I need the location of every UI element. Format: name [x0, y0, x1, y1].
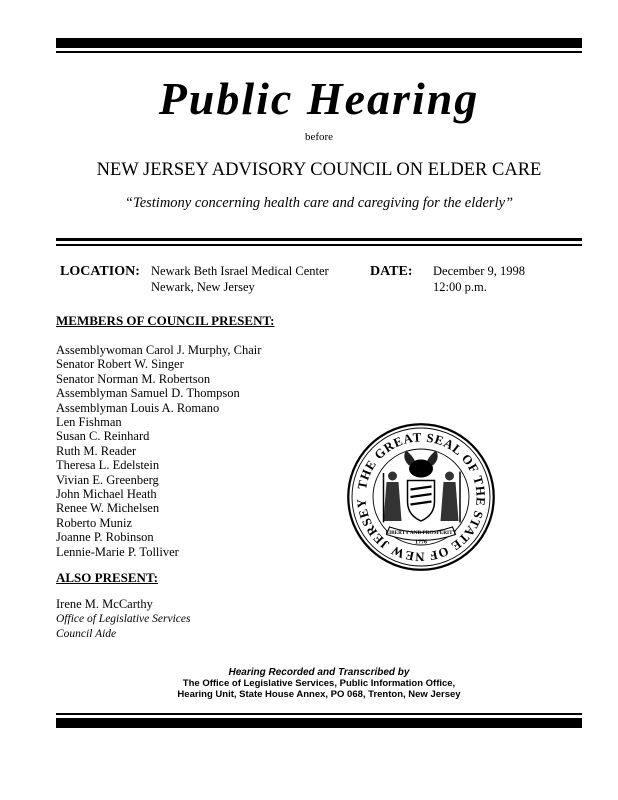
location-label: LOCATION:	[60, 264, 140, 279]
date-value	[433, 263, 525, 295]
footer-block	[0, 667, 618, 700]
also-present-name: Irene M. McCarthy	[56, 597, 153, 611]
date-line-2: 12:00 p.m.	[433, 280, 487, 294]
council-name: NEW JERSEY ADVISORY COUNCIL ON ELDER CARE	[96, 160, 542, 180]
member-item: Assemblyman Samuel D. Thompson	[56, 386, 240, 401]
member-item: Theresa L. Edelstein	[56, 458, 160, 473]
member-item: Ruth M. Reader	[56, 443, 137, 458]
member-item: Renee W. Michelsen	[56, 501, 160, 516]
state-seal-icon	[346, 422, 496, 572]
top-thick-rule	[56, 38, 582, 48]
middle-rule-bottom	[56, 244, 582, 246]
location-value	[151, 263, 329, 295]
before-text: before	[304, 131, 334, 143]
footer-line-2: The Office of Legislative Services, Public Information Office,	[182, 678, 456, 689]
date-line-1: December 9, 1998	[433, 264, 525, 278]
also-present-role-2: Council Aide	[56, 628, 117, 640]
members-heading: MEMBERS OF COUNCIL PRESENT:	[56, 313, 275, 328]
member-item: Roberto Muniz	[56, 515, 133, 530]
also-present-block	[56, 597, 190, 642]
seal-year: 1776	[415, 539, 427, 546]
member-item: Len Fishman	[56, 415, 122, 430]
seal-ring-text: THE GREAT SEAL OF THE STATE OF NEW JERSEY	[354, 430, 488, 564]
member-item: Senator Robert W. Singer	[56, 357, 184, 372]
seal-motto: LIBERTY AND PROSPERITY	[385, 529, 457, 536]
footer-line-1: Hearing Recorded and Transcribed by	[228, 667, 410, 678]
footer-line-3: Hearing Unit, State House Annex, PO 068, Trenton, New Jersey	[177, 689, 461, 700]
member-item: Senator Norman M. Robertson	[56, 371, 211, 386]
member-item: Assemblyman Louis A. Romano	[56, 400, 220, 415]
document-title: Public Hearing	[158, 73, 480, 124]
members-list	[56, 343, 261, 559]
hearing-subtitle: “Testimony concerning health care and caregiving for the elderly”	[124, 195, 514, 211]
also-present-role-1: Office of Legislative Services	[56, 613, 191, 625]
top-thin-rule	[56, 51, 582, 53]
member-item: Lennie-Marie P. Tolliver	[56, 544, 179, 559]
also-present-heading: ALSO PRESENT:	[56, 570, 158, 585]
date-label: DATE:	[370, 264, 413, 279]
location-line-1: Newark Beth Israel Medical Center	[151, 264, 329, 278]
location-line-2: Newark, New Jersey	[151, 280, 255, 294]
member-item: Susan C. Reinhard	[56, 429, 150, 444]
middle-rule-top	[56, 238, 582, 241]
member-item: Assemblywoman Carol J. Murphy, Chair	[56, 343, 262, 357]
member-item: Vivian E. Greenberg	[56, 472, 159, 487]
bottom-thin-rule	[56, 713, 582, 715]
member-item: John Michael Heath	[56, 487, 157, 502]
bottom-thick-rule	[56, 718, 582, 728]
member-item: Joanne P. Robinson	[56, 530, 154, 545]
